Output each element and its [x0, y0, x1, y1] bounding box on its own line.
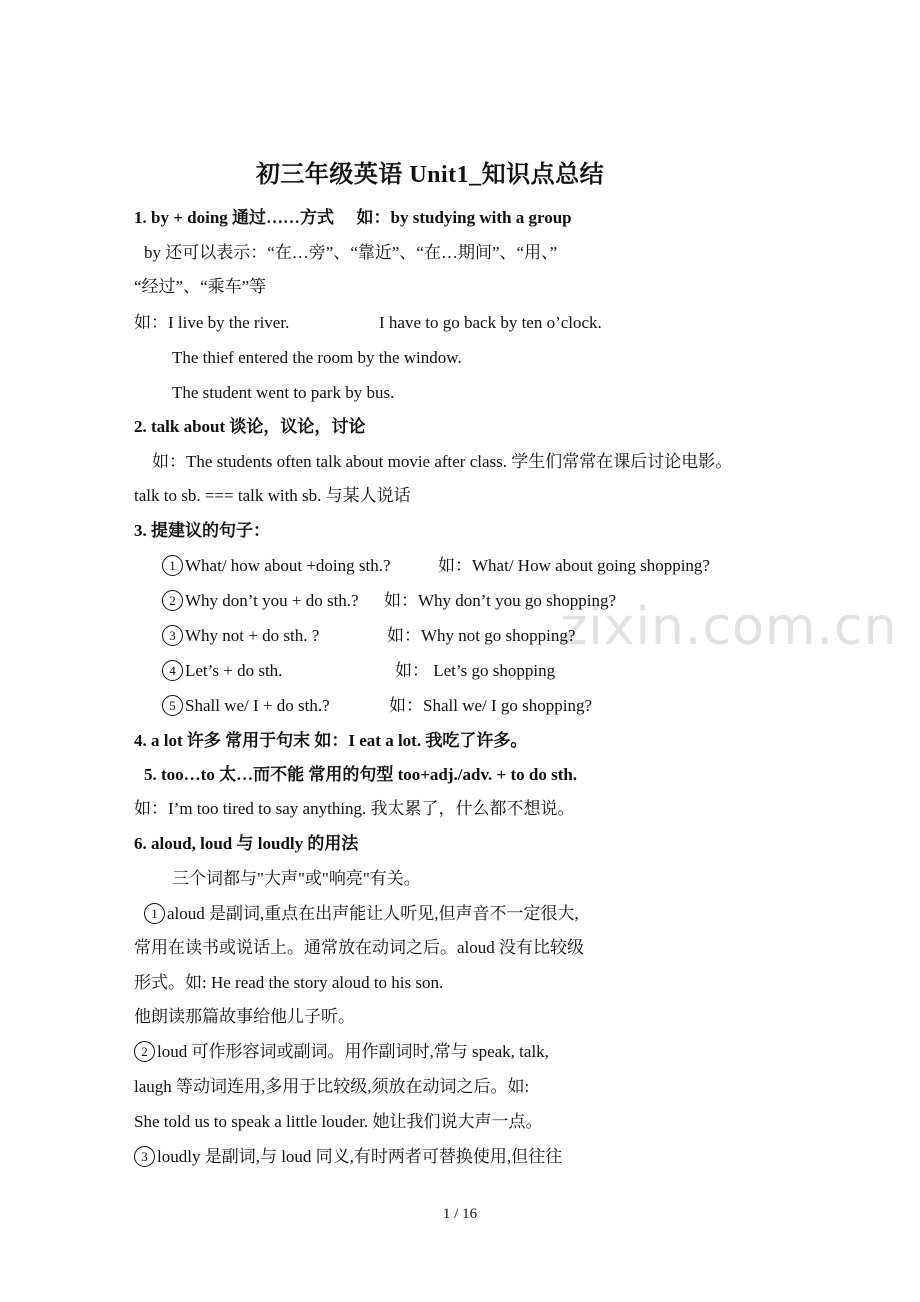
section-6-point-1-line-1	[144, 902, 579, 926]
section-5-heading: 5. too…to 太…而不能 常用的句型 too+adj./adv. + to do sth.	[144, 765, 578, 784]
section-6-point-3-line-1	[134, 1145, 562, 1169]
suggestion-item	[162, 589, 359, 613]
suggestion-pattern: What/ how about +doing sth.?	[185, 556, 391, 575]
section-2-note: talk to sb. === talk with sb. 与某人说话	[134, 486, 411, 505]
page-number: 1 / 16	[442, 1206, 478, 1222]
section-6-point-2-line-3: She told us to speak a little louder. 她让我们说大声一点。	[134, 1112, 543, 1131]
suggestion-pattern: Shall we/ I + do sth.?	[185, 696, 330, 715]
section-6-point-2-line-2: laugh 等动词连用,多用于比较级,须放在动词之后。如:	[134, 1077, 530, 1096]
suggestion-example: 如： Let’s go shopping	[395, 661, 556, 680]
section-6-point-1-line-4: 他朗读那篇故事给他儿子听。	[134, 1007, 355, 1026]
suggestion-example: 如：Why don’t you go shopping?	[384, 591, 617, 610]
suggestion-item	[162, 659, 282, 683]
circled-number: 2	[134, 1041, 155, 1062]
watermark: zixin.com.cn	[560, 597, 898, 657]
paragraph-text: loud 可作形容词或副词。用作副词时,常与 speak, talk,	[157, 1042, 549, 1061]
section-5-example: 如：I’m too tired to say anything. 我太累了，什么都不想说。	[134, 799, 575, 818]
section-1-note-line-2: “经过”、“乘车”等	[134, 277, 267, 296]
circled-number: 3	[134, 1146, 155, 1167]
section-1-heading-example: 如：by studying with a group	[356, 208, 572, 227]
suggestion-example: 如：Shall we/ I go shopping?	[389, 696, 593, 715]
section-6-point-1-line-3: 形式。如: He read the story aloud to his son.	[134, 973, 444, 992]
section-6-point-1-line-2: 常用在读书或说话上。通常放在动词之后。aloud 没有比较级	[134, 938, 585, 957]
circled-number: 1	[144, 903, 165, 924]
example-sentence: The student went to park by bus.	[172, 383, 395, 402]
suggestion-pattern: Why don’t you + do sth.?	[185, 591, 359, 610]
suggestion-item	[162, 694, 330, 718]
section-6-intro: 三个词都与"大声"或"响亮"有关。	[172, 869, 421, 888]
section-4-heading: 4. a lot 许多 常用于句末 如：I eat a lot. 我吃了许多。	[134, 731, 528, 750]
paragraph-text: loudly 是副词,与 loud 同义,有时两者可替换使用,但往往	[157, 1147, 563, 1166]
suggestion-example: 如：Why not go shopping?	[387, 626, 576, 645]
page-title: 初三年级英语 Unit1_知识点总结	[255, 162, 605, 188]
example-sentence: I have to go back by ten o’clock.	[379, 313, 602, 332]
section-2-example: 如：The students often talk about movie after class. 学生们常常在课后讨论电影。	[152, 452, 733, 471]
section-1-note-line-1: by 还可以表示：“在…旁”、“靠近”、“在…期间”、“用、”	[144, 243, 558, 262]
suggestion-example: 如：What/ How about going shopping?	[438, 556, 710, 575]
paragraph-text: aloud 是副词,重点在出声能让人听见,但声音不一定很大,	[167, 904, 579, 923]
section-1-example-row-1	[134, 311, 289, 335]
suggestion-pattern: Why not + do sth. ?	[185, 626, 320, 645]
circled-number: 4	[162, 660, 183, 681]
section-2-heading: 2. talk about 谈论，议论，讨论	[134, 417, 366, 436]
example-sentence: The thief entered the room by the window.	[172, 348, 462, 367]
suggestion-item	[162, 554, 391, 578]
suggestion-pattern: Let’s + do sth.	[185, 661, 283, 680]
section-1-heading-text: 1. by + doing 通过……方式	[134, 208, 335, 227]
section-6-heading: 6. aloud, loud 与 loudly 的用法	[134, 834, 359, 853]
circled-number: 1	[162, 555, 183, 576]
section-1-heading	[134, 206, 572, 230]
circled-number: 5	[162, 695, 183, 716]
example-prefix: 如：	[134, 313, 168, 332]
section-6-point-2-line-1	[134, 1040, 549, 1064]
suggestion-item	[162, 624, 319, 648]
circled-number: 3	[162, 625, 183, 646]
example-sentence: I live by the river.	[168, 313, 290, 332]
section-3-heading: 3. 提建议的句子：	[134, 521, 270, 540]
circled-number: 2	[162, 590, 183, 611]
